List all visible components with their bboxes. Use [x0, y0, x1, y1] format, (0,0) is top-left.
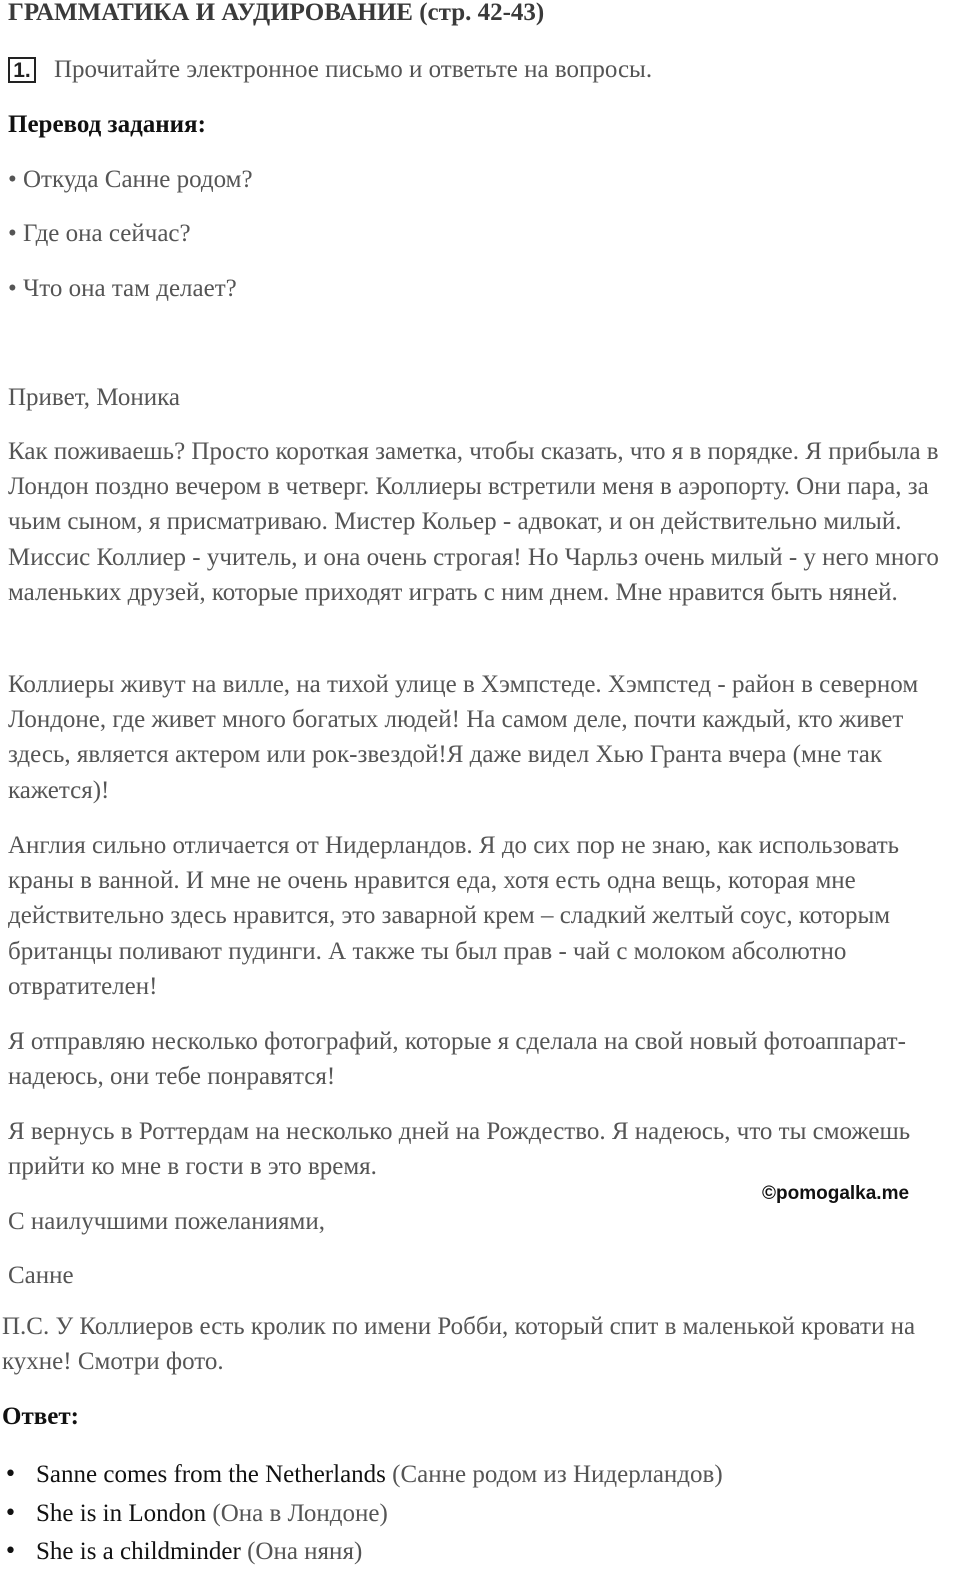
- answer-item: [0, 1495, 723, 1534]
- task-number: 1.: [8, 57, 36, 83]
- letter-paragraph: Я вернусь в Роттердам на несколько дней на Рождество. Я надеюсь, что ты сможешь прийти ко мне в гости в это время.: [8, 1118, 911, 1181]
- letter-paragraph: Как поживаешь? Просто короткая заметка, чтобы сказать, что я в порядке. Я прибыла в Лондон поздно вечером в четверг. Коллиеры встретили меня в аэропорту. Они пара, за чьим сыном, я присматриваю. Мистер Кольер - адвокат, и он действительно милый. Миссис Коллиер - учитель, и она очень строгая! Но Чарльз очень милый - у него много маленьких друзей, которые приходят играть с ним днем. Мне нравится быть няней.: [8, 438, 939, 606]
- letter-paragraph: Англия сильно отличается от Нидерландов. Я до сих пор не знаю, как использовать краны в ванной. И мне не очень нравится еда, хотя есть одна вещь, которая мне действительно здесь нравится, это заварной крем – сладкий желтый соус, которым британцы поливают пудинги. А также ты был прав - чай с молоком абсолютно отвратителен!: [8, 832, 900, 1000]
- task-instruction: Прочитайте электронное письмо и ответьте на вопросы.: [54, 56, 653, 83]
- letter-greeting: Привет, Моника: [8, 384, 180, 411]
- letter-paragraph: Я отправляю несколько фотографий, которые я сделала на свой новый фотоаппарат- надеюсь, они тебе понравятся!: [8, 1028, 906, 1091]
- page-title: ГРАММАТИКА И АУДИРОВАНИЕ (стр. 42-43): [8, 0, 545, 26]
- answer-russian: (Она няня): [240, 1538, 363, 1565]
- letter-closing: С наилучшими пожеланиями,: [8, 1208, 325, 1235]
- answer-item: [0, 1533, 723, 1572]
- answer-item: [0, 1456, 723, 1495]
- answer-heading: Ответ:: [2, 1403, 79, 1430]
- bullet-icon: •: [4, 1539, 17, 1564]
- question-item: • Что она там делает?: [8, 275, 237, 302]
- question-item: • Где она сейчас?: [8, 220, 191, 247]
- letter-paragraph: Коллиеры живут на вилле, на тихой улице в Хэмпстеде. Хэмпстед - район в северном Лондоне, где живет много богатых людей! На самом деле, почти каждый, кто живет здесь, является актером или рок-звездой!Я даже видел Хью Гранта вчера (мне так кажется)!: [8, 671, 919, 804]
- answer-russian: (Она в Лондоне): [206, 1499, 388, 1527]
- letter-signature: Санне: [8, 1262, 74, 1289]
- answer-english: She is a childminder: [36, 1538, 241, 1565]
- bullet-icon: •: [4, 1500, 17, 1526]
- letter-postscript: П.С. У Коллиеров есть кролик по имени Робби, который спит в маленькой кровати на кухне! Смотри фото.: [2, 1313, 916, 1375]
- answer-russian: (Санне родом из Нидерландов): [385, 1461, 723, 1488]
- bullet-icon: •: [4, 1462, 17, 1487]
- question-item: • Откуда Санне родом?: [8, 166, 253, 193]
- answer-english: Sanne comes from the Netherlands: [36, 1461, 386, 1488]
- translation-heading: Перевод задания:: [8, 111, 206, 138]
- answer-english: She is in London: [36, 1499, 207, 1527]
- answer-list: [0, 1456, 723, 1572]
- copyright-watermark: ©pomogalka.me: [762, 1183, 910, 1204]
